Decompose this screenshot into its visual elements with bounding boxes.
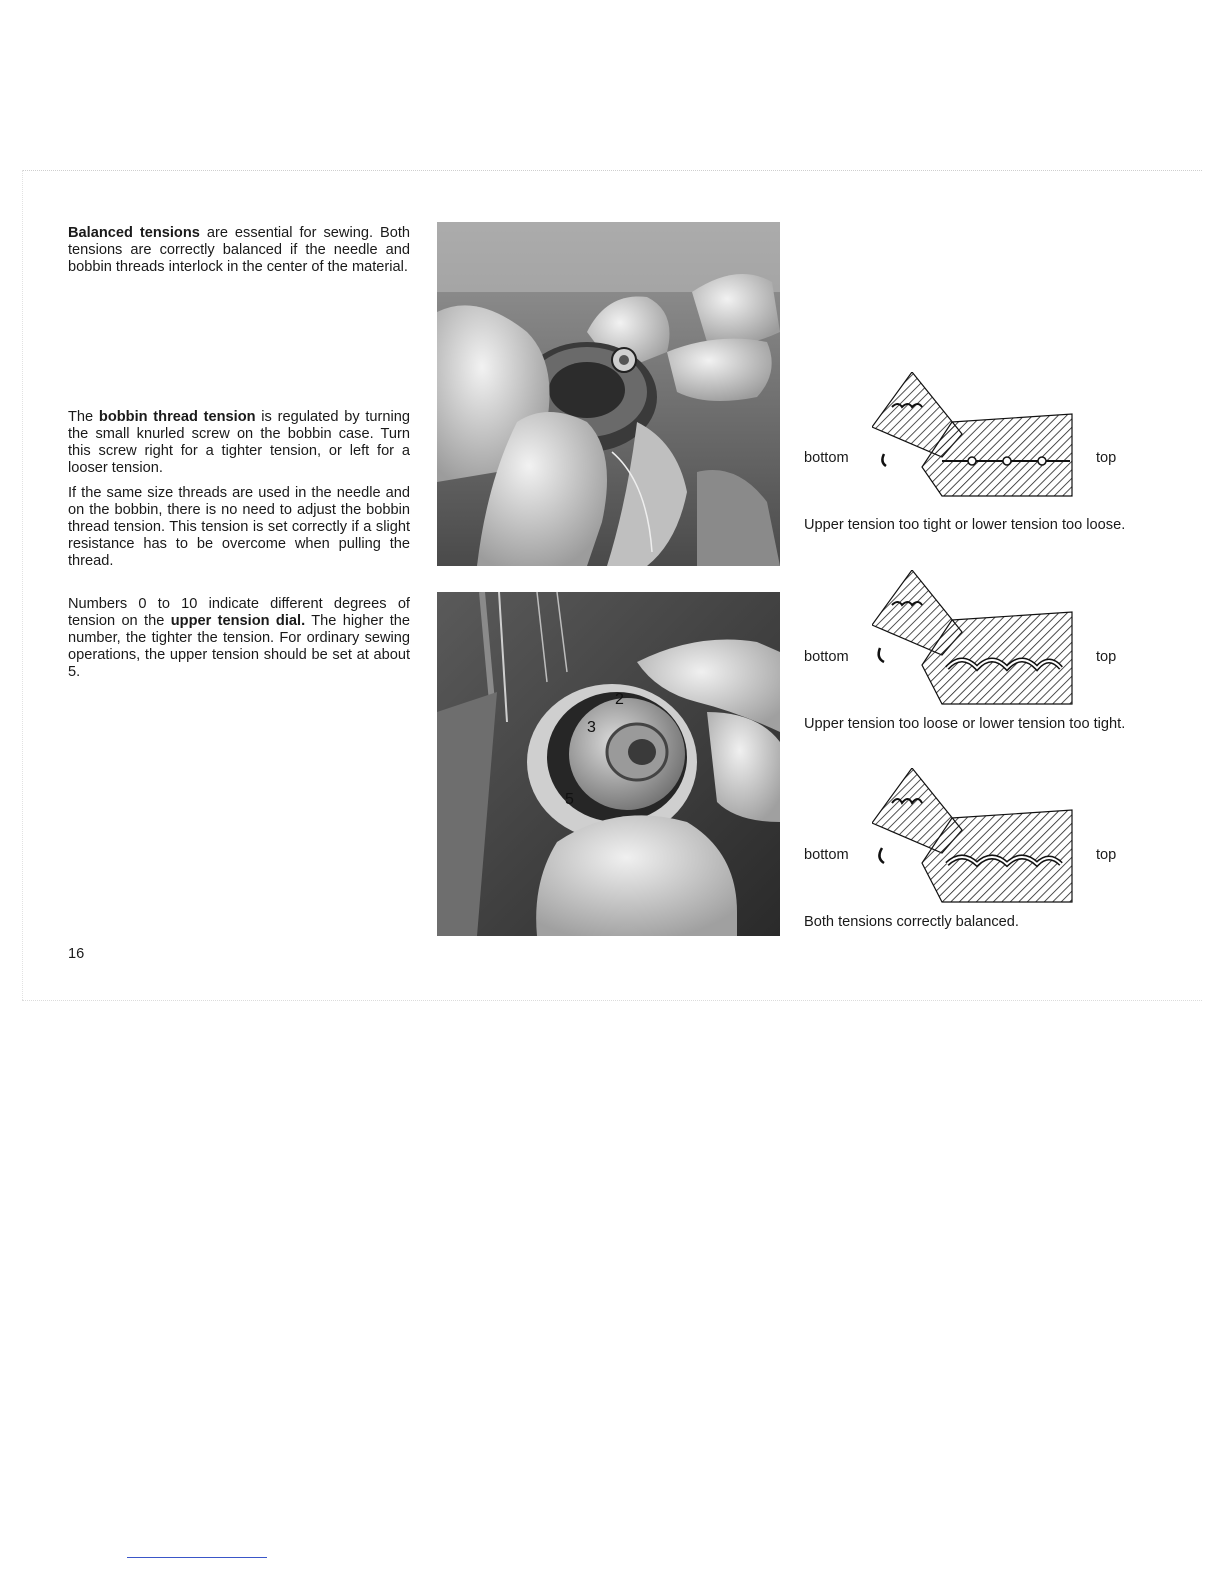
paragraph-upper-tension-dial: Numbers 0 to 10 indicate different degrees of tension on the upper tension dial. The higher the number, the tighter the tension. For ordinary sewing operations, the upper tension should be set at about 5. [68,596,411,680]
bottom-label: bottom [804,450,849,466]
paragraph-same-size-threads: If the same size threads are used in the needle and on the bobbin, there is no need to adjust the bobbin thread tension. This tension is set correctly if a slight resistance has to be overcome when pulling the thread. [68,485,410,569]
fabric-stitch-diagram [872,768,1082,908]
page-number: 16 [68,946,85,962]
dial-number: 5 [565,791,574,808]
dial-number: 2 [615,691,624,708]
left-dotted-rule [22,170,23,1000]
caption-balanced: Both tensions correctly balanced. [804,914,1019,930]
bottom-dotted-rule [22,1000,1202,1001]
term-bobbin-thread-tension: bobbin thread tension [98,409,256,425]
fabric-stitch-diagram [872,570,1082,710]
bobbin-case-photo [437,222,780,566]
top-label: top [1096,847,1117,863]
stitch-diagram-too-loose [804,570,1164,710]
top-label: top [1096,649,1117,665]
bottom-label: bottom [804,847,849,863]
fabric-stitch-diagram [872,372,1082,512]
term-upper-tension-dial: upper tension dial. [170,613,306,629]
tension-dial-illustration [437,592,780,936]
paragraph-bobbin-thread-tension: The bobbin thread tension is regulated by turning the small knurled screw on the bobbin case. Turn this screw right for a tighter tension, or left for a looser tension. [68,409,410,476]
top-label: top [1096,450,1117,466]
paragraph-balanced-tensions: Balanced tensions are essential for sewing. Both tensions are correctly balanced if the needle and bobbin threads interlock in the center of the material. [68,225,410,275]
term-balanced-tensions: Balanced tensions [68,225,200,241]
stitch-diagram-balanced [804,768,1164,908]
top-dotted-rule [22,170,1202,171]
upper-tension-dial-photo [437,592,780,936]
caption-too-loose: Upper tension too loose or lower tension too tight. [804,716,1126,732]
stitch-diagram-too-tight [804,372,1164,512]
dial-number: 3 [587,719,596,736]
bottom-label: bottom [804,649,849,665]
caption-too-tight: Upper tension too tight or lower tension too loose. [804,517,1126,533]
bobbin-case-illustration [437,222,780,566]
underline-mark [127,1557,267,1558]
